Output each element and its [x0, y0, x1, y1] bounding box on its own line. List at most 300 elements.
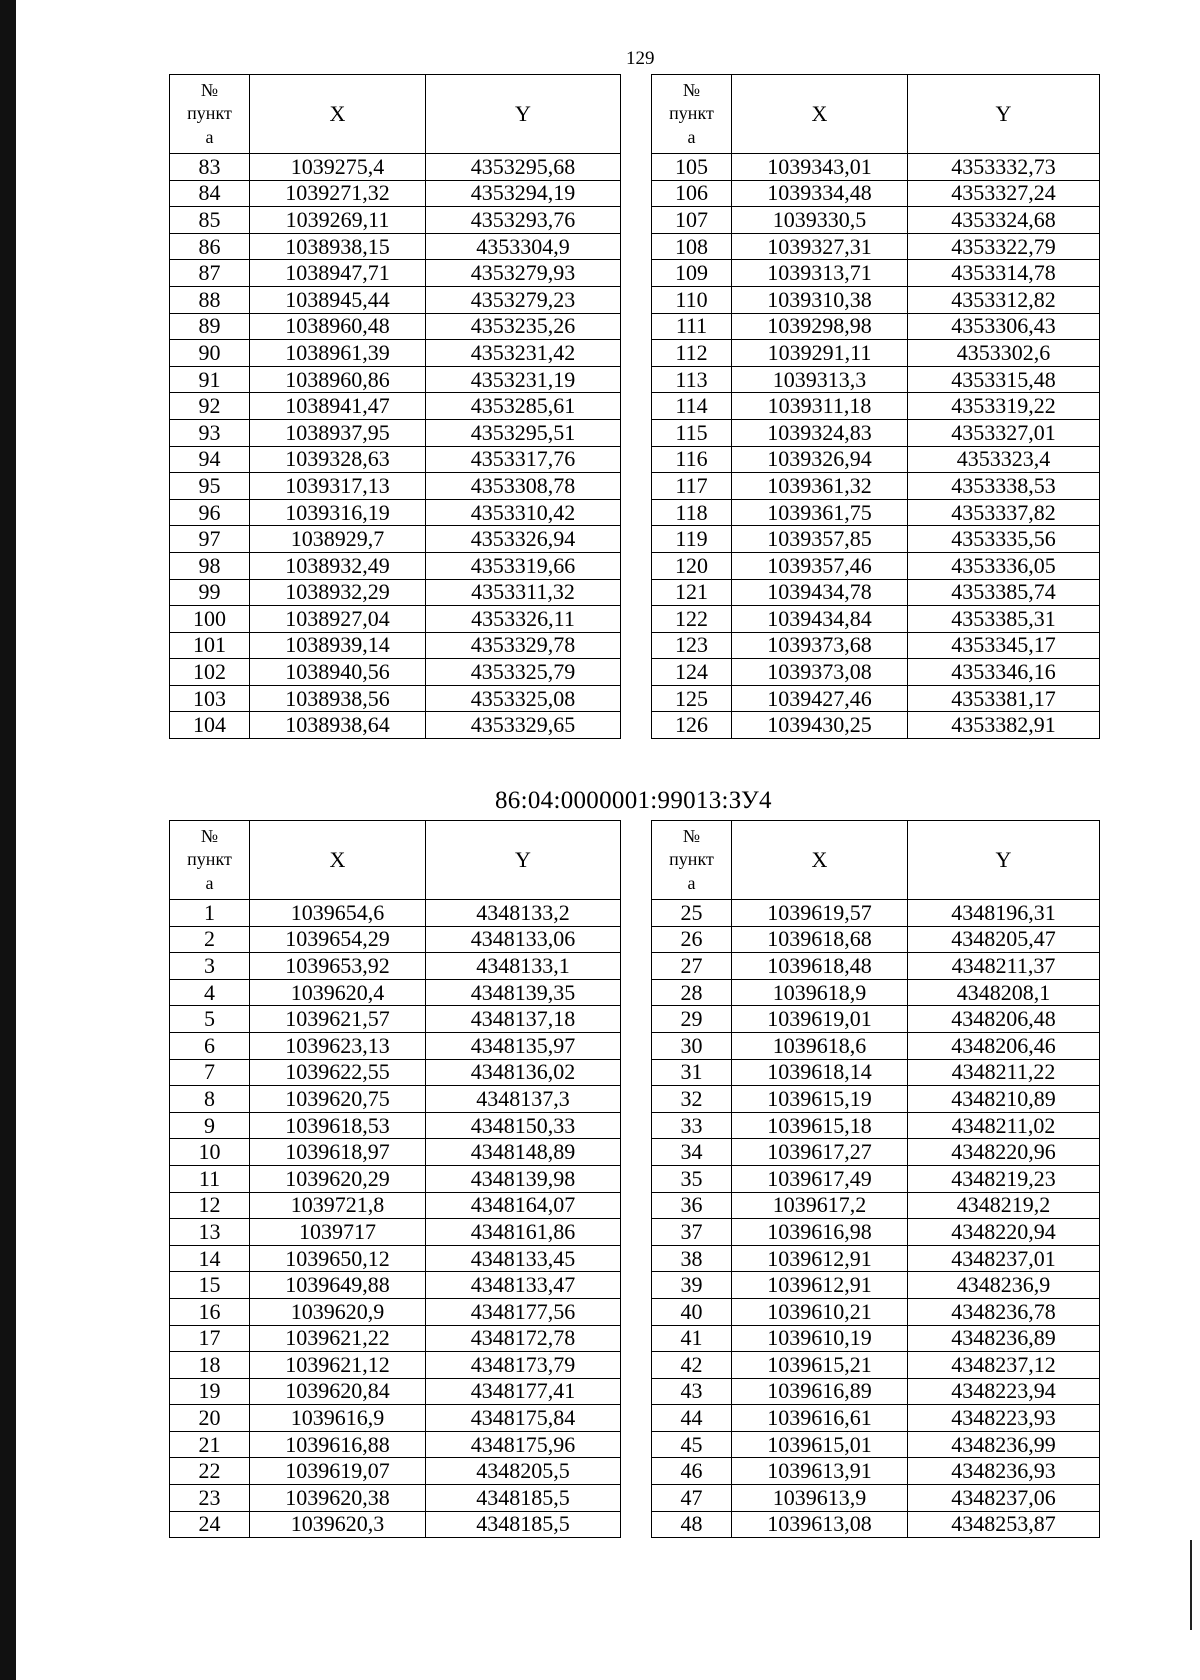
header-line: а	[687, 126, 696, 147]
page-number: 129	[626, 48, 655, 69]
point-number-cell: 22	[170, 1458, 250, 1485]
point-number-cell: 101	[170, 632, 250, 659]
point-number-cell: 91	[170, 366, 250, 393]
y-cell: 4353295,68	[426, 154, 621, 181]
x-cell: 1039617,27	[732, 1139, 908, 1166]
y-cell: 4353311,32	[426, 579, 621, 606]
table-row	[170, 1086, 621, 1113]
x-cell: 1039618,48	[732, 953, 908, 980]
point-number-cell: 94	[170, 446, 250, 473]
x-cell: 1039617,49	[732, 1165, 908, 1192]
table-row	[652, 1431, 1100, 1458]
y-cell: 4348133,2	[426, 900, 621, 927]
point-number-cell: 23	[170, 1485, 250, 1512]
header-line: а	[205, 872, 214, 893]
y-cell: 4353382,91	[908, 712, 1100, 739]
y-cell: 4353279,23	[426, 286, 621, 313]
header-x: X	[250, 75, 426, 154]
y-cell: 4353308,78	[426, 473, 621, 500]
point-number-cell: 7	[170, 1059, 250, 1086]
y-cell: 4348211,02	[908, 1112, 1100, 1139]
point-number-cell: 30	[652, 1032, 732, 1059]
x-cell: 1038939,14	[250, 632, 426, 659]
table-row	[170, 499, 621, 526]
x-cell: 1039619,57	[732, 900, 908, 927]
table-row	[652, 1032, 1100, 1059]
table-row	[170, 579, 621, 606]
point-number-cell: 4	[170, 979, 250, 1006]
table-row	[170, 1405, 621, 1432]
table-row	[170, 926, 621, 953]
table-row	[170, 1272, 621, 1299]
header-row	[170, 75, 621, 154]
point-number-cell: 112	[652, 340, 732, 367]
x-cell: 1039343,01	[732, 154, 908, 181]
point-number-cell: 113	[652, 366, 732, 393]
point-number-cell: 26	[652, 926, 732, 953]
table-row	[652, 1352, 1100, 1379]
x-cell: 1039615,18	[732, 1112, 908, 1139]
y-cell: 4353315,48	[908, 366, 1100, 393]
y-cell: 4348206,46	[908, 1032, 1100, 1059]
x-cell: 1039324,83	[732, 419, 908, 446]
table-row	[652, 1378, 1100, 1405]
header-point-number	[652, 75, 732, 154]
header-point-number-text	[187, 825, 232, 895]
table-row	[652, 552, 1100, 579]
x-cell: 1039618,9	[732, 979, 908, 1006]
header-point-number	[652, 821, 732, 900]
x-cell: 1039620,3	[250, 1511, 426, 1538]
x-cell: 1039298,98	[732, 313, 908, 340]
x-cell: 1039269,11	[250, 207, 426, 234]
point-number-cell: 107	[652, 207, 732, 234]
point-number-cell: 118	[652, 499, 732, 526]
table-row	[652, 900, 1100, 927]
x-cell: 1039275,4	[250, 154, 426, 181]
x-cell: 1039610,19	[732, 1325, 908, 1352]
point-number-cell: 99	[170, 579, 250, 606]
table-row	[652, 180, 1100, 207]
point-number-cell: 85	[170, 207, 250, 234]
header-line: пункт	[669, 103, 714, 124]
x-cell: 1039357,85	[732, 526, 908, 553]
table-row	[170, 1139, 621, 1166]
x-cell: 1039620,75	[250, 1086, 426, 1113]
x-cell: 1038937,95	[250, 419, 426, 446]
x-cell: 1039616,89	[732, 1378, 908, 1405]
x-cell: 1039620,9	[250, 1298, 426, 1325]
point-number-cell: 102	[170, 659, 250, 686]
point-number-cell: 83	[170, 154, 250, 181]
x-cell: 1039311,18	[732, 393, 908, 420]
table-row	[652, 393, 1100, 420]
header-point-number	[170, 75, 250, 154]
coords-table	[169, 74, 621, 739]
table-row	[170, 1059, 621, 1086]
table-row	[652, 926, 1100, 953]
point-number-cell: 45	[652, 1431, 732, 1458]
header-y: Y	[426, 75, 621, 154]
y-cell: 4353327,24	[908, 180, 1100, 207]
x-cell: 1039313,71	[732, 260, 908, 287]
table-row	[170, 632, 621, 659]
x-cell: 1039618,53	[250, 1112, 426, 1139]
point-number-cell: 44	[652, 1405, 732, 1432]
table-row	[170, 1458, 621, 1485]
table-row	[170, 685, 621, 712]
section-title: 86:04:0000001:99013:ЗУ4	[495, 787, 772, 814]
y-cell: 4353329,78	[426, 632, 621, 659]
y-cell: 4348177,41	[426, 1378, 621, 1405]
x-cell: 1038938,64	[250, 712, 426, 739]
point-number-cell: 89	[170, 313, 250, 340]
y-cell: 4348236,78	[908, 1298, 1100, 1325]
x-cell: 1039620,29	[250, 1165, 426, 1192]
x-cell: 1039619,07	[250, 1458, 426, 1485]
x-cell: 1039334,48	[732, 180, 908, 207]
x-cell: 1039310,38	[732, 286, 908, 313]
y-cell: 4348223,94	[908, 1378, 1100, 1405]
point-number-cell: 109	[652, 260, 732, 287]
point-number-cell: 10	[170, 1139, 250, 1166]
header-line: №	[200, 825, 219, 846]
point-number-cell: 40	[652, 1298, 732, 1325]
x-cell: 1038940,56	[250, 659, 426, 686]
point-number-cell: 16	[170, 1298, 250, 1325]
y-cell: 4353306,43	[908, 313, 1100, 340]
x-cell: 1038929,7	[250, 526, 426, 553]
x-cell: 1039618,97	[250, 1139, 426, 1166]
y-cell: 4353338,53	[908, 473, 1100, 500]
y-cell: 4353327,01	[908, 419, 1100, 446]
x-cell: 1038927,04	[250, 606, 426, 633]
x-cell: 1039613,91	[732, 1458, 908, 1485]
y-cell: 4348236,9	[908, 1272, 1100, 1299]
y-cell: 4348223,93	[908, 1405, 1100, 1432]
point-number-cell: 38	[652, 1245, 732, 1272]
point-number-cell: 114	[652, 393, 732, 420]
point-number-cell: 116	[652, 446, 732, 473]
table-row	[652, 1086, 1100, 1113]
header-x: X	[732, 821, 908, 900]
x-cell: 1039618,68	[732, 926, 908, 953]
y-cell: 4353319,66	[426, 552, 621, 579]
table-row	[652, 446, 1100, 473]
point-number-cell: 117	[652, 473, 732, 500]
point-number-cell: 104	[170, 712, 250, 739]
table-row	[652, 286, 1100, 313]
table-row	[652, 1006, 1100, 1033]
point-number-cell: 125	[652, 685, 732, 712]
y-cell: 4348137,18	[426, 1006, 621, 1033]
point-number-cell: 108	[652, 233, 732, 260]
y-cell: 4353304,9	[426, 233, 621, 260]
header-point-number	[170, 821, 250, 900]
table-row	[652, 953, 1100, 980]
header-y: Y	[908, 75, 1100, 154]
table-row	[170, 900, 621, 927]
table-row	[652, 1245, 1100, 1272]
point-number-cell: 93	[170, 419, 250, 446]
point-number-cell: 12	[170, 1192, 250, 1219]
x-cell: 1039616,61	[732, 1405, 908, 1432]
header-line: №	[200, 79, 219, 100]
x-cell: 1039653,92	[250, 953, 426, 980]
point-number-cell: 32	[652, 1086, 732, 1113]
point-number-cell: 1	[170, 900, 250, 927]
table-row	[652, 419, 1100, 446]
y-cell: 4348136,02	[426, 1059, 621, 1086]
y-cell: 4348177,56	[426, 1298, 621, 1325]
point-number-cell: 98	[170, 552, 250, 579]
y-cell: 4353285,61	[426, 393, 621, 420]
point-number-cell: 95	[170, 473, 250, 500]
y-cell: 4348135,97	[426, 1032, 621, 1059]
x-cell: 1039430,25	[732, 712, 908, 739]
y-cell: 4353385,31	[908, 606, 1100, 633]
table-row	[652, 685, 1100, 712]
y-cell: 4353302,6	[908, 340, 1100, 367]
x-cell: 1038947,71	[250, 260, 426, 287]
point-number-cell: 41	[652, 1325, 732, 1352]
header-x: X	[732, 75, 908, 154]
table-row	[170, 1112, 621, 1139]
x-cell: 1039620,38	[250, 1485, 426, 1512]
table-row	[652, 260, 1100, 287]
table-row	[652, 632, 1100, 659]
table-row	[652, 1165, 1100, 1192]
x-cell: 1039330,5	[732, 207, 908, 234]
y-cell: 4348172,78	[426, 1325, 621, 1352]
table-row	[170, 606, 621, 633]
table-row	[652, 207, 1100, 234]
table-row	[652, 979, 1100, 1006]
table-row	[170, 207, 621, 234]
x-cell: 1039434,78	[732, 579, 908, 606]
x-cell: 1039317,13	[250, 473, 426, 500]
header-point-number-text	[669, 79, 714, 149]
table-row	[170, 1485, 621, 1512]
y-cell: 4348211,37	[908, 953, 1100, 980]
x-cell: 1039373,08	[732, 659, 908, 686]
x-cell: 1038938,56	[250, 685, 426, 712]
x-cell: 1039291,11	[732, 340, 908, 367]
y-cell: 4348139,35	[426, 979, 621, 1006]
y-cell: 4353314,78	[908, 260, 1100, 287]
header-row	[652, 821, 1100, 900]
point-number-cell: 17	[170, 1325, 250, 1352]
coords-table	[651, 74, 1100, 739]
point-number-cell: 123	[652, 632, 732, 659]
table-row	[652, 1272, 1100, 1299]
x-cell: 1039613,9	[732, 1485, 908, 1512]
x-cell: 1038932,29	[250, 579, 426, 606]
table-row	[652, 473, 1100, 500]
y-cell: 4353279,93	[426, 260, 621, 287]
point-number-cell: 5	[170, 1006, 250, 1033]
point-number-cell: 84	[170, 180, 250, 207]
point-number-cell: 124	[652, 659, 732, 686]
y-cell: 4353293,76	[426, 207, 621, 234]
table-row	[170, 446, 621, 473]
header-line: а	[205, 126, 214, 147]
y-cell: 4348219,2	[908, 1192, 1100, 1219]
table-row	[652, 154, 1100, 181]
x-cell: 1039610,21	[732, 1298, 908, 1325]
y-cell: 4353235,26	[426, 313, 621, 340]
y-cell: 4353329,65	[426, 712, 621, 739]
y-cell: 4353231,19	[426, 366, 621, 393]
table-row	[652, 1511, 1100, 1538]
header-line: пункт	[669, 849, 714, 870]
point-number-cell: 18	[170, 1352, 250, 1379]
coords-table	[169, 820, 621, 1538]
point-number-cell: 19	[170, 1378, 250, 1405]
x-cell: 1038961,39	[250, 340, 426, 367]
point-number-cell: 8	[170, 1086, 250, 1113]
table-row	[652, 606, 1100, 633]
point-number-cell: 42	[652, 1352, 732, 1379]
header-row	[652, 75, 1100, 154]
table-row	[170, 286, 621, 313]
y-cell: 4353337,82	[908, 499, 1100, 526]
x-cell: 1039357,46	[732, 552, 908, 579]
y-cell: 4348236,99	[908, 1431, 1100, 1458]
x-cell: 1039361,32	[732, 473, 908, 500]
point-number-cell: 103	[170, 685, 250, 712]
y-cell: 4348220,96	[908, 1139, 1100, 1166]
x-cell: 1039612,91	[732, 1272, 908, 1299]
y-cell: 4348237,12	[908, 1352, 1100, 1379]
y-cell: 4348185,5	[426, 1485, 621, 1512]
y-cell: 4348133,45	[426, 1245, 621, 1272]
x-cell: 1039621,57	[250, 1006, 426, 1033]
y-cell: 4353323,4	[908, 446, 1100, 473]
y-cell: 4348133,47	[426, 1272, 621, 1299]
table-row	[170, 526, 621, 553]
point-number-cell: 39	[652, 1272, 732, 1299]
header-y: Y	[426, 821, 621, 900]
x-cell: 1039617,2	[732, 1192, 908, 1219]
y-cell: 4348175,96	[426, 1431, 621, 1458]
x-cell: 1039316,19	[250, 499, 426, 526]
header-line: №	[682, 79, 701, 100]
point-number-cell: 9	[170, 1112, 250, 1139]
table-row	[652, 1112, 1100, 1139]
x-cell: 1039620,4	[250, 979, 426, 1006]
point-number-cell: 31	[652, 1059, 732, 1086]
table-row	[170, 180, 621, 207]
coords-table	[651, 820, 1100, 1538]
point-number-cell: 35	[652, 1165, 732, 1192]
y-cell: 4348253,87	[908, 1511, 1100, 1538]
point-number-cell: 36	[652, 1192, 732, 1219]
point-number-cell: 96	[170, 499, 250, 526]
point-number-cell: 87	[170, 260, 250, 287]
header-line: №	[682, 825, 701, 846]
point-number-cell: 43	[652, 1378, 732, 1405]
table-row	[170, 1325, 621, 1352]
table-row	[170, 1165, 621, 1192]
table-row	[652, 1325, 1100, 1352]
y-cell: 4353312,82	[908, 286, 1100, 313]
x-cell: 1038941,47	[250, 393, 426, 420]
x-cell: 1039717	[250, 1219, 426, 1246]
y-cell: 4353231,42	[426, 340, 621, 367]
table-row	[170, 1298, 621, 1325]
y-cell: 4348236,93	[908, 1458, 1100, 1485]
y-cell: 4353326,94	[426, 526, 621, 553]
y-cell: 4348237,01	[908, 1245, 1100, 1272]
point-number-cell: 14	[170, 1245, 250, 1272]
y-cell: 4353326,11	[426, 606, 621, 633]
header-line: а	[687, 872, 696, 893]
x-cell: 1039621,22	[250, 1325, 426, 1352]
table-row	[170, 979, 621, 1006]
point-number-cell: 106	[652, 180, 732, 207]
table-row	[652, 1219, 1100, 1246]
header-point-number-text	[669, 825, 714, 895]
table-row	[170, 712, 621, 739]
point-number-cell: 27	[652, 953, 732, 980]
x-cell: 1039654,29	[250, 926, 426, 953]
y-cell: 4348220,94	[908, 1219, 1100, 1246]
x-cell: 1039615,01	[732, 1431, 908, 1458]
y-cell: 4348139,98	[426, 1165, 621, 1192]
point-number-cell: 47	[652, 1485, 732, 1512]
table-row	[652, 1298, 1100, 1325]
point-number-cell: 21	[170, 1431, 250, 1458]
table-row	[170, 1032, 621, 1059]
point-number-cell: 2	[170, 926, 250, 953]
point-number-cell: 6	[170, 1032, 250, 1059]
y-cell: 4353325,79	[426, 659, 621, 686]
point-number-cell: 24	[170, 1511, 250, 1538]
x-cell: 1039621,12	[250, 1352, 426, 1379]
x-cell: 1039616,9	[250, 1405, 426, 1432]
scan-edge	[0, 0, 16, 1680]
table-row	[652, 1059, 1100, 1086]
y-cell: 4348161,86	[426, 1219, 621, 1246]
point-number-cell: 29	[652, 1006, 732, 1033]
y-cell: 4353324,68	[908, 207, 1100, 234]
point-number-cell: 48	[652, 1511, 732, 1538]
table-row	[652, 1192, 1100, 1219]
y-cell: 4348219,23	[908, 1165, 1100, 1192]
point-number-cell: 110	[652, 286, 732, 313]
y-cell: 4348173,79	[426, 1352, 621, 1379]
table-row	[652, 366, 1100, 393]
point-number-cell: 115	[652, 419, 732, 446]
x-cell: 1039326,94	[732, 446, 908, 473]
y-cell: 4348196,31	[908, 900, 1100, 927]
x-cell: 1039271,32	[250, 180, 426, 207]
scan-mark	[1190, 1540, 1192, 1630]
point-number-cell: 126	[652, 712, 732, 739]
table-row	[652, 526, 1100, 553]
table-row	[170, 154, 621, 181]
header-y: Y	[908, 821, 1100, 900]
x-cell: 1039328,63	[250, 446, 426, 473]
table-row	[170, 473, 621, 500]
x-cell: 1039373,68	[732, 632, 908, 659]
x-cell: 1039612,91	[732, 1245, 908, 1272]
table-row	[652, 340, 1100, 367]
x-cell: 1038960,48	[250, 313, 426, 340]
y-cell: 4348208,1	[908, 979, 1100, 1006]
y-cell: 4348206,48	[908, 1006, 1100, 1033]
